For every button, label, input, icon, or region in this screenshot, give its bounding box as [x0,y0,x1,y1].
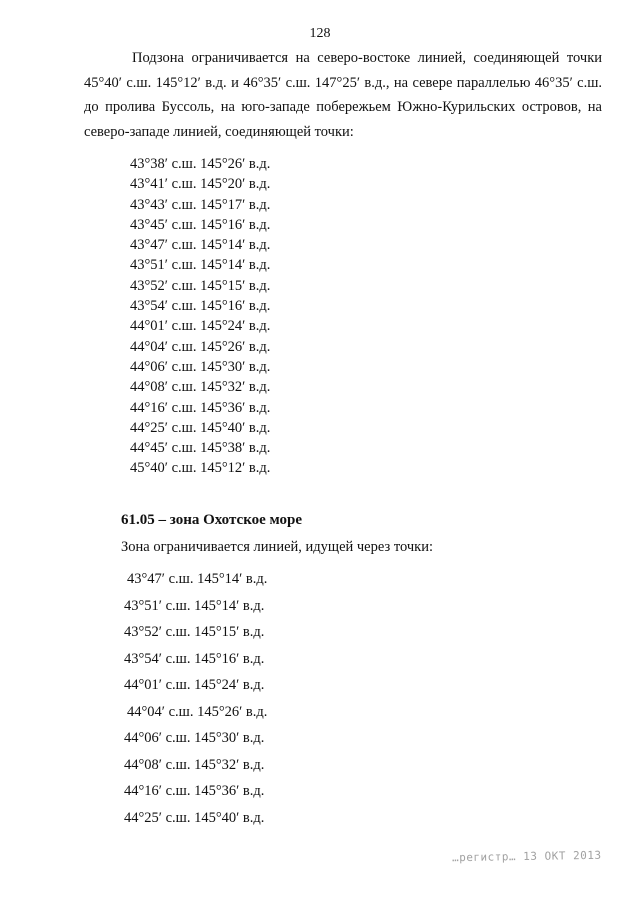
list-item: 44°01′ с.ш. 145°24′ в.д. [124,677,265,693]
list-item: 43°47′ с.ш. 145°14′ в.д. [130,237,271,254]
list-item: 45°40′ с.ш. 145°12′ в.д. [130,460,271,477]
list-item: 44°25′ с.ш. 145°40′ в.д. [124,809,265,826]
list-item: 44°04′ с.ш. 145°26′ в.д. [130,338,271,355]
list-item: 44°16′ с.ш. 145°36′ в.д. [124,783,265,799]
zone-heading: 61.05 – зона Охотское море [121,512,303,528]
list-item: 44°08′ с.ш. 145°32′ в.д. [130,379,271,396]
list-item: 43°38′ с.ш. 145°26′ в.д. [130,156,271,172]
intro-paragraph-block [84,46,602,144]
list-item: 43°51′ с.ш. 145°14′ в.д. [130,257,271,274]
zone-points-list [124,566,267,831]
list-item: 44°01′ с.ш. 145°24′ в.д. [130,318,271,335]
list-item: 44°16′ с.ш. 145°36′ в.д. [130,399,271,416]
list-item: 43°52′ с.ш. 145°15′ в.д. [124,624,265,640]
list-item: 44°25′ с.ш. 145°40′ в.д. [130,419,271,436]
list-item: 43°43′ с.ш. 145°17′ в.д. [130,196,271,213]
list-item: 44°06′ с.ш. 145°30′ в.д. [124,730,265,746]
list-item: 43°52′ с.ш. 145°15′ в.д. [130,277,271,294]
page-number: 128 [309,26,331,41]
list-item: 44°06′ с.ш. 145°30′ в.д. [130,358,271,375]
list-item: 43°47′ с.ш. 145°14′ в.д. [127,571,268,587]
list-item: 44°45′ с.ш. 145°38′ в.д. [130,440,271,457]
intro-paragraph: Подзона ограничивается на северо-востоке линией, соединяющей точки 45°40′ с.ш. 145°12′ в.д. и 46°35′ с.ш. 147°25′ в.д., на севере параллелью 46°35′ с.ш. до пролива Буссоль, на юго-западе побережьем Южно-Курильских островов, на северо-западе линией, соединяющей точки: [84,50,602,140]
list-item: 44°04′ с.ш. 145°26′ в.д. [127,703,268,720]
list-item: 43°41′ с.ш. 145°20′ в.д. [130,176,271,193]
list-item: 44°08′ с.ш. 145°32′ в.д. [124,756,265,773]
subzone-points-list [130,154,270,479]
list-item: 43°54′ с.ш. 145°16′ в.д. [130,298,271,315]
list-item: 43°54′ с.ш. 145°16′ в.д. [124,650,265,667]
list-item: 43°45′ с.ш. 145°16′ в.д. [130,216,271,233]
zone-description: Зона ограничивается линией, идущей через точки: [121,539,433,555]
list-item: 43°51′ с.ш. 145°14′ в.д. [124,597,265,614]
registration-stamp: …регистр… 13 ОКТ 2013 [451,848,602,865]
